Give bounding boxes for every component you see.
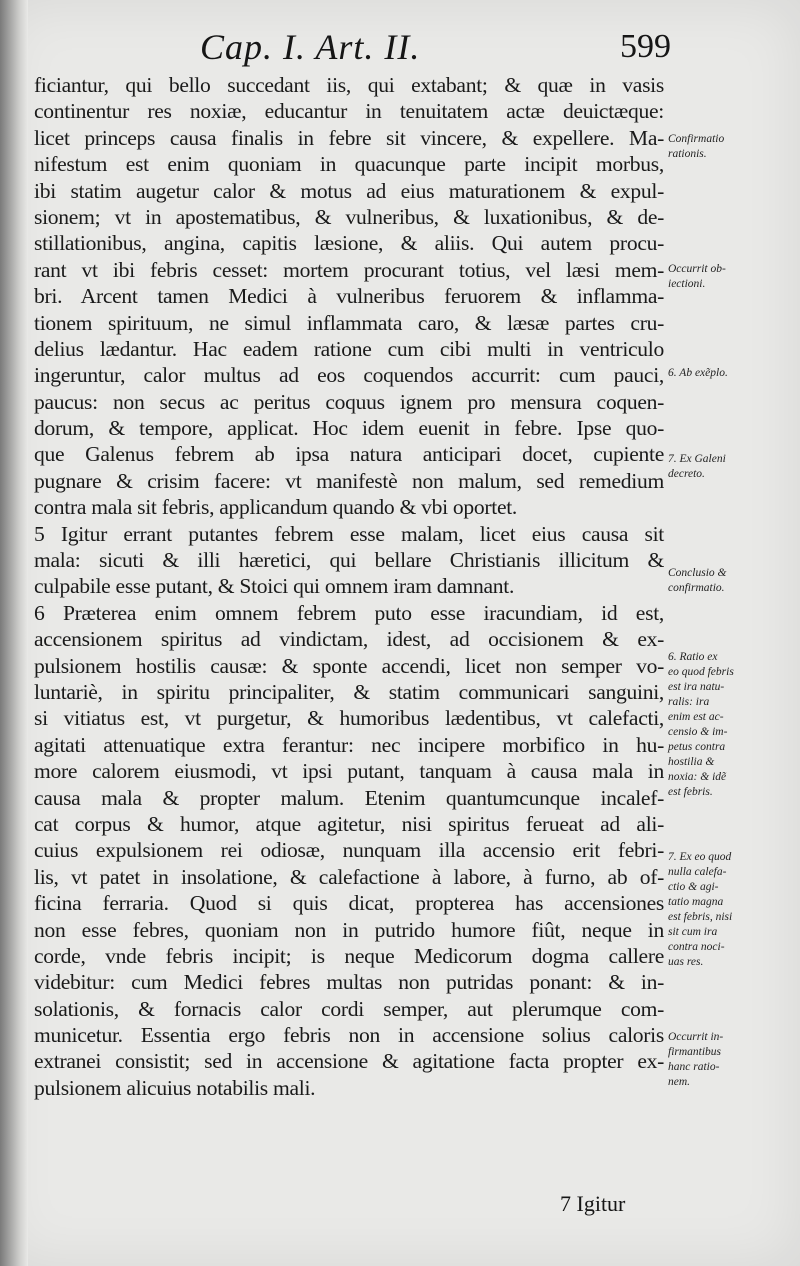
text-line: luntariè, in spiritu principaliter, & statim communicari sanguini,	[34, 679, 664, 704]
margin-note: 7. Ex Galeni decreto.	[668, 453, 726, 480]
text-line: continentur res noxiæ, educantur in tenuitatem actæ deuictæque:	[34, 99, 664, 124]
text-line: rant vt ibi febris cesset: mortem procurant totius, vel læsi mem-	[34, 257, 664, 282]
text-line: ingeruntur, calor multus ad eos coquendos accurrit: cum pauci,	[34, 363, 664, 388]
text-line: nifestum est enim quoniam in quacunque parte incipit morbus,	[34, 152, 664, 177]
text-line: tionem spirituum, ne simul inflammata caro, & læsæ partes cru-	[34, 310, 664, 335]
text-line: videbitur: cum Medici febres multas non putridas ponant: & in-	[34, 970, 664, 995]
margin-note: Conclusio & confirmatio.	[668, 567, 727, 594]
text-line: licet princeps causa finalis in febre sit vincere, & expellere. Ma-	[34, 125, 664, 150]
margin-notes	[668, 0, 796, 1266]
margin-note: Occurrit in- firmantibus hanc ratio- nem.	[668, 1031, 724, 1088]
margin-note: 6. Ratio ex eo quod febris est ira natu- ralis: ira enim est ac- censio & im- petus contra hostilia & noxia: & idẽ est febris.	[668, 651, 734, 798]
text-line: accensionem spiritus ad vindictam, idest, ad occisionem & ex-	[34, 627, 664, 652]
text-line: pugnare & crisim facere: vt manifestè non malum, sed remedium	[34, 468, 664, 493]
text-line: paucus: non secus ac peritus coquus ignem pro mensura coquen-	[34, 389, 664, 414]
text-line: pulsionem alicuius notabilis mali.	[34, 1075, 316, 1100]
text-line: delius lædantur. Hac eadem ratione cum cibi multi in ventriculo	[34, 336, 664, 361]
text-line: bri. Arcent tamen Medici à vulneribus feruorem & inflamma-	[34, 284, 664, 309]
text-line: corde, vnde febris incipit; is neque Medicorum dogma callere	[34, 943, 664, 968]
text-line: ibi statim augetur calor & motus ad eius maturationem & expul-	[34, 178, 664, 203]
text-line: lis, vt patet in insolatione, & calefactione à labore, à furno, ab of-	[34, 864, 664, 889]
text-line: agitati attenuatique extra ferantur: nec incipere morbifico in hu-	[34, 732, 664, 757]
text-line: ficina ferraria. Quod si quis dicat, propterea has accensiones	[34, 891, 664, 916]
text-line: non esse febres, quoniam non in putrido humore fiût, neque in	[34, 917, 664, 942]
text-line: cuius expulsionem rei odiosæ, nunquam illa accensio erit febri-	[34, 838, 664, 863]
text-line: 6 Præterea enim omnem febrem puto esse iracundiam, id est,	[34, 600, 664, 625]
catchword: 7 Igitur	[560, 1191, 626, 1216]
text-line: pulsionem hostilis causæ: & sponte accendi, licet non semper vo-	[34, 653, 664, 678]
main-text-block	[34, 72, 664, 1101]
margin-note: Confirmatio rationis.	[668, 133, 725, 160]
text-line: municetur. Essentia ergo febris non in accensione solius caloris	[34, 1023, 664, 1048]
text-line: si vitiatus est, vt purgetur, & humoribus lædentibus, vt calefacti,	[34, 706, 664, 731]
text-line: culpabile esse putant, & Stoici qui omnem iram damnant.	[34, 574, 515, 599]
page-number: 599	[620, 28, 671, 65]
margin-note: 6. Ab exẽplo.	[668, 367, 728, 379]
text-line: ficiantur, qui bello succedant iis, qui extabant; & quæ in vasis	[34, 73, 664, 97]
page-gutter-shadow	[0, 0, 28, 1266]
text-line: extranei consistit; sed in accensione & agitatione facta propter ex-	[34, 1049, 664, 1074]
text-line: solationis, & fornacis calor cordi semper, aut plerumque com-	[34, 996, 664, 1021]
text-line: contra mala sit febris, applicandum quando & vbi oportet.	[34, 495, 518, 520]
text-line: causa mala & propter malum. Etenim quantumcunque incalef-	[34, 785, 664, 810]
running-head: Cap. I. Art. II.	[200, 27, 421, 67]
text-line: mala: sicuti & illi hæretici, qui bellare Christianis illicitum &	[34, 548, 664, 573]
text-line: 5 Igitur errant putantes febrem esse malam, licet eius causa sit	[34, 521, 664, 546]
text-line: sionem; vt in apostematibus, & vulneribus, & luxationibus, & de-	[34, 204, 664, 229]
text-line: stillationibus, angina, capitis læsione, & aliis. Qui autem procu-	[34, 231, 664, 256]
margin-note: 7. Ex eo quod nulla calefa- ctio & agi- tatio magna est febris, nisi sit cum ira contra noci- uas res.	[668, 851, 733, 968]
text-line: more calorem eiusmodi, vt ipsi putant, tanquam à causa mala in	[34, 759, 664, 784]
text-line: cat corpus & humor, atque agitetur, nisi spiritus ferueat ad ali-	[34, 811, 664, 836]
text-line: dorum, & tempore, applicat. Hoc idem euenit in febre. Ipse quo-	[34, 416, 664, 441]
margin-note: Occurrit ob- iectioni.	[668, 263, 726, 290]
text-line: que Galenus febrem ab ipsa natura anticipari docet, cupiente	[34, 442, 664, 467]
